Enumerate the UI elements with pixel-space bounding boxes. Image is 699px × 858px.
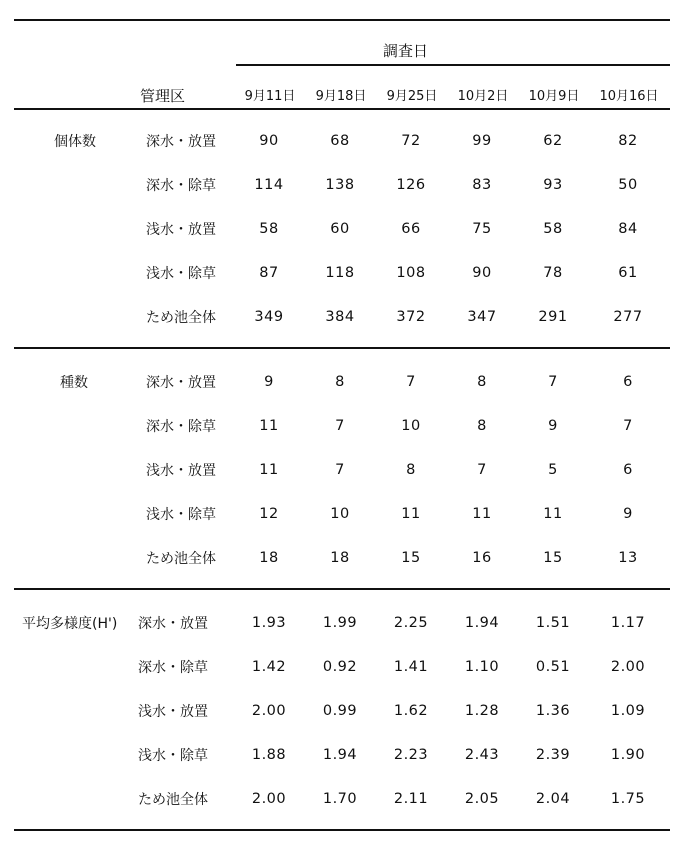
- table-cell: 1.09: [610, 703, 646, 719]
- table-cell: 2.00: [610, 659, 646, 675]
- table-cell: 138: [325, 177, 355, 193]
- table-cell: 277: [613, 309, 643, 325]
- management-label: 浅水・除草: [146, 507, 216, 523]
- date-header: 9月18日: [315, 89, 367, 104]
- table-cell: 84: [618, 221, 638, 237]
- date-group-rule: [236, 64, 670, 66]
- table-cell: 11: [472, 506, 492, 522]
- table-cell: 6: [623, 462, 633, 478]
- table-cell: 118: [325, 265, 355, 281]
- table-cell: 1.93: [251, 615, 287, 631]
- table-cell: 7: [406, 374, 416, 390]
- table-cell: 7: [623, 418, 633, 434]
- table-cell: 1.90: [610, 747, 646, 763]
- table-cell: 11: [259, 418, 279, 434]
- table-cell: 78: [543, 265, 563, 281]
- table-cell: 1.51: [535, 615, 571, 631]
- date-header: 10月9日: [528, 89, 580, 104]
- table-cell: 1.17: [610, 615, 646, 631]
- table-cell: 384: [325, 309, 355, 325]
- table-cell: 61: [618, 265, 638, 281]
- table-cell: 11: [401, 506, 421, 522]
- table-cell: 2.04: [535, 791, 571, 807]
- table-cell: 291: [538, 309, 568, 325]
- table-cell: 8: [477, 418, 487, 434]
- date-header: 10月2日: [457, 89, 509, 104]
- table-cell: 347: [467, 309, 497, 325]
- table-cell: 6: [623, 374, 633, 390]
- table-cell: 1.41: [393, 659, 429, 675]
- table-cell: 2.43: [464, 747, 500, 763]
- table-cell: 126: [396, 177, 426, 193]
- management-label: ため池全体: [146, 551, 216, 567]
- table-cell: 9: [623, 506, 633, 522]
- table-cell: 93: [543, 177, 563, 193]
- section-label: 種数: [60, 375, 88, 391]
- table-cell: 108: [396, 265, 426, 281]
- table-cell: 87: [259, 265, 279, 281]
- table-cell: 18: [259, 550, 279, 566]
- table-cell: 2.05: [464, 791, 500, 807]
- section-label: 個体数: [54, 134, 96, 150]
- table-cell: 2.25: [393, 615, 429, 631]
- top-rule: [14, 19, 670, 21]
- management-label: 浅水・放置: [138, 704, 208, 720]
- table-cell: 15: [401, 550, 421, 566]
- table-cell: 72: [401, 133, 421, 149]
- table-cell: 82: [618, 133, 638, 149]
- table-cell: 99: [472, 133, 492, 149]
- section-rule-1: [14, 347, 670, 349]
- section-label: 平均多様度(H'): [22, 616, 118, 632]
- table-cell: 1.99: [322, 615, 358, 631]
- table-cell: 10: [401, 418, 421, 434]
- date-header: 9月11日: [244, 89, 296, 104]
- table-cell: 50: [618, 177, 638, 193]
- management-label: 浅水・除草: [146, 266, 216, 282]
- table-cell: 11: [259, 462, 279, 478]
- table-cell: 2.11: [393, 791, 429, 807]
- management-label: 浅水・放置: [146, 222, 216, 238]
- table-cell: 1.62: [393, 703, 429, 719]
- table-cell: 16: [472, 550, 492, 566]
- table-cell: 7: [335, 462, 345, 478]
- table-cell: 1.10: [464, 659, 500, 675]
- table-cell: 11: [543, 506, 563, 522]
- table-cell: 8: [477, 374, 487, 390]
- table-cell: 8: [406, 462, 416, 478]
- date-group-header: 調査日: [383, 42, 429, 60]
- header-rule: [14, 108, 670, 110]
- table-cell: 9: [548, 418, 558, 434]
- management-label: 深水・除草: [138, 660, 208, 676]
- table-cell: 1.88: [251, 747, 287, 763]
- table-cell: 0.99: [322, 703, 358, 719]
- table-cell: 58: [259, 221, 279, 237]
- table-cell: 13: [618, 550, 638, 566]
- management-label: 深水・除草: [146, 178, 216, 194]
- bottom-rule: [14, 829, 670, 831]
- table-cell: 2.00: [251, 703, 287, 719]
- management-label: 深水・放置: [138, 616, 208, 632]
- table-cell: 1.42: [251, 659, 287, 675]
- table-cell: 12: [259, 506, 279, 522]
- table-cell: 372: [396, 309, 426, 325]
- table-cell: 68: [330, 133, 350, 149]
- table-cell: 1.94: [322, 747, 358, 763]
- table-cell: 8: [335, 374, 345, 390]
- table-cell: 62: [543, 133, 563, 149]
- table-cell: 9: [264, 374, 274, 390]
- table-cell: 7: [477, 462, 487, 478]
- table-cell: 2.00: [251, 791, 287, 807]
- table-cell: 1.28: [464, 703, 500, 719]
- management-header: 管理区: [140, 87, 186, 105]
- table-cell: 2.23: [393, 747, 429, 763]
- table-cell: 15: [543, 550, 563, 566]
- table-cell: 83: [472, 177, 492, 193]
- table-cell: 18: [330, 550, 350, 566]
- date-header: 10月16日: [599, 89, 659, 104]
- management-label: 深水・放置: [146, 134, 216, 150]
- management-label: 浅水・放置: [146, 463, 216, 479]
- table-cell: 349: [254, 309, 284, 325]
- table-cell: 60: [330, 221, 350, 237]
- table-cell: 2.39: [535, 747, 571, 763]
- table-cell: 1.36: [535, 703, 571, 719]
- table-cell: 7: [335, 418, 345, 434]
- management-label: 深水・除草: [146, 419, 216, 435]
- table-cell: 58: [543, 221, 563, 237]
- table-cell: 90: [259, 133, 279, 149]
- table-cell: 5: [548, 462, 558, 478]
- section-rule-2: [14, 588, 670, 590]
- management-label: 浅水・除草: [138, 748, 208, 764]
- table-cell: 66: [401, 221, 421, 237]
- table-cell: 1.94: [464, 615, 500, 631]
- management-label: ため池全体: [138, 792, 208, 808]
- table-cell: 1.70: [322, 791, 358, 807]
- table-cell: 7: [548, 374, 558, 390]
- table-cell: 90: [472, 265, 492, 281]
- table-cell: 0.51: [535, 659, 571, 675]
- table-cell: 0.92: [322, 659, 358, 675]
- table-cell: 1.75: [610, 791, 646, 807]
- management-label: 深水・放置: [146, 375, 216, 391]
- management-label: ため池全体: [146, 310, 216, 326]
- date-header: 9月25日: [386, 89, 438, 104]
- table-cell: 75: [472, 221, 492, 237]
- table-cell: 114: [254, 177, 284, 193]
- table-cell: 10: [330, 506, 350, 522]
